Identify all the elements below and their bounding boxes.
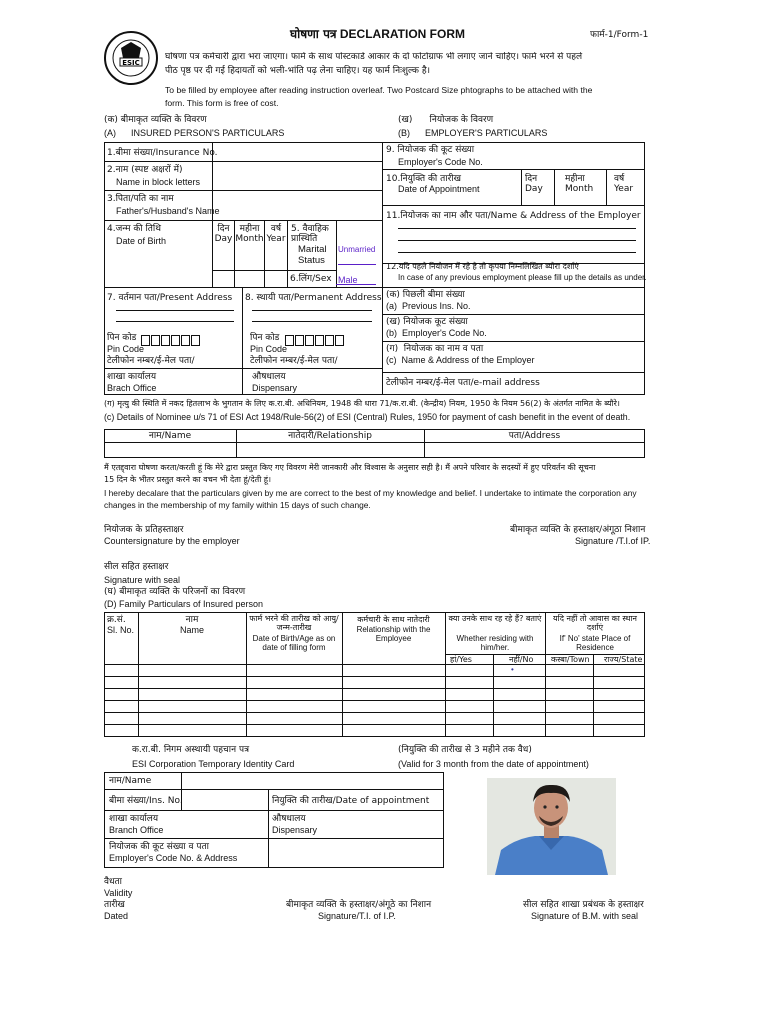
declaration-english-2: changes in the membership of my family within 15 days of such change.	[104, 500, 371, 510]
doa-year: वर्ष Year	[614, 174, 634, 195]
tic-branch-hi: शाखा कार्यालय	[109, 814, 159, 824]
doa-label-en: Date of Appointment	[398, 184, 480, 194]
tic-validity-en: (Valid for 3 month from the date of appointment)	[398, 759, 589, 769]
tic-code-en: Employer's Code No. & Address	[109, 853, 238, 863]
declaration-hindi-2: 15 दिन के भीतर प्रस्तुत करने का वचन भी देता हूं/देती हूं।	[104, 475, 272, 484]
tic-doa-label: नियुक्ति की तारीख/Date of appointment	[272, 796, 430, 806]
section-a-label-hi: (क) बीमाकृत व्यक्ति के विवरण	[104, 115, 207, 125]
employer-name-address-label: 11.नियोजक का नाम और पता/Name & Address of the Employer	[386, 211, 641, 221]
previous-employment-hi: 12.यदि पहले नियोजन में रहे है तो कृपया निम्नलिखित ब्योरा दर्शाएं	[386, 262, 579, 271]
dob-month: महीना Month	[235, 224, 264, 245]
previous-code-hi: (ख) नियोजक कूट संख्या	[386, 317, 468, 327]
intro-hindi-2: पीठ पृष्ठ पर दी गई हिदायतों को भली-भांति पढ़ लेना चाहिए। यह फार्म निःशुल्क है।	[165, 66, 431, 76]
previous-employer-en: (c) Name & Address of the Employer	[386, 355, 535, 365]
family-cell-dot: •	[511, 665, 514, 674]
esic-logo	[103, 30, 159, 86]
form-number: फार्म-1/Form-1	[590, 30, 649, 40]
title-hindi: घोषणा पत्र	[290, 27, 337, 41]
dob-label-hi: 4.जन्म की तिथि	[107, 224, 162, 234]
dob-year: वर्ष Year	[266, 224, 286, 245]
tic-title-hi: क.रा.बी. निगम अस्थायी पहचान पत्र	[132, 745, 250, 755]
tic-name-label: नाम/Name	[109, 776, 152, 786]
tic-ins-label: बीमा संख्या/Ins. No.	[109, 796, 183, 806]
bm-signature-hi: सील सहित शाखा प्रबंधक के हस्ताक्षर	[523, 900, 644, 910]
dated-en: Dated	[104, 911, 129, 921]
tic-branch-en: Branch Office	[109, 825, 164, 835]
family-col-name-hi: नाम	[185, 615, 199, 625]
validity-en: Validity	[104, 888, 133, 898]
family-col-place-hi: यदि नहीं तो आवास का स्थान दर्शाएं	[553, 614, 637, 633]
marital-label-en: Marital Status	[298, 244, 327, 266]
logo-text: ESIC	[122, 59, 140, 67]
dob-label-en: Date of Birth	[116, 236, 167, 246]
present-address-label: 7. वर्तमान पता/Present Address	[107, 293, 233, 303]
employer-code-en: Employer's Code No.	[398, 157, 483, 167]
permanent-address-label: 8. स्थायी पता/Permanent Address	[245, 293, 382, 303]
seal-signature-en: Signature with seal	[104, 575, 181, 585]
marital-value[interactable]: Unmarried	[338, 245, 376, 254]
intro-english-1: To be filled by employee after reading instruction overleaf. Two Postcard Size phtographs to be attached with the	[165, 85, 593, 95]
seal-signature-hi: सील सहित हस्ताक्षर	[104, 562, 169, 572]
branch-office-en: Brach Office	[107, 383, 157, 393]
declaration-hindi-1: मैं एतद्द्वारा घोषणा करता/करती हूं कि मेरे द्वारा प्रस्तुत किए गए विवरण मेरी जानकारी और विश्वास के अनुसार सही है। मैं अपने परिवार के सदस्यों में हुए परिवर्तन की सूचना	[104, 463, 596, 472]
declaration-english-1: I hereby decalare that the particulars given by me are correct to the best of my knowledge and belief. I undertake to intimate the corporation any	[104, 488, 637, 498]
ip-signature-en: Signature /T.I.of IP.	[575, 536, 651, 546]
section-a-label-en: (A) INSURED PERSON'S PARTICULARS	[104, 128, 285, 138]
employer-email-label: टेलीफोन नम्बर/ई-मेल पता/e-mail address	[386, 378, 540, 388]
intro-english-2: form. This form is free of cost.	[165, 98, 279, 108]
intro-hindi-1: घोषणा पत्र कर्मचारी द्वारा भरा जाएगा। फार्म के साथ पोस्टकार्ड आकार के दो फोटोग्राफ भी लगाए जाने चाहिए। फार्म भरने से पहले	[165, 52, 583, 62]
nominee-col-name: नाम/Name	[148, 431, 192, 441]
tic-validity-hi: (नियुक्ति की तारीख से 3 महीने तक वैध)	[398, 745, 532, 755]
family-col-no: नहीं/No	[509, 655, 534, 664]
ip-signature-footer-hi: बीमाकृत व्यक्ति के हस्ताक्षर/अंगूठे का निशान	[286, 900, 432, 910]
family-col-state: राज्य/State	[604, 655, 643, 664]
family-col-sl-hi: क्र.सं.	[107, 615, 126, 625]
previous-code-en: (b) Employer's Code No.	[386, 328, 487, 338]
title-english: DECLARATION FORM	[339, 27, 465, 41]
nominee-english: (c) Details of Nominee u/s 71 of ESI Act 1948/Rule-56(2) of ESI (Central) Rules, 1950 for payment of cash benefit in the event of death.	[104, 412, 631, 422]
employer-code-hi: 9. नियोजक की कूट संख्या	[386, 145, 475, 155]
countersignature-hi: नियोजक के प्रतिहस्ताक्षर	[104, 525, 184, 535]
pin-label-en-permanent: Pin Code	[250, 344, 288, 354]
family-col-place-en: If' No' state Place of Residence	[559, 634, 631, 653]
dated-hi: तारीख	[104, 900, 125, 910]
dispensary-en: Dispensary	[252, 383, 298, 393]
nominee-col-address: पता/Address	[508, 431, 561, 441]
doa-label-hi: 10.नियुक्ति की तारीख	[386, 174, 461, 184]
family-col-dob-en: Date of Birth/Age as on date of filling form	[252, 634, 336, 653]
pin-boxes-permanent[interactable]	[285, 335, 345, 346]
insurance-no-label: 1.बीमा संख्या/Insurance No.	[107, 148, 218, 158]
doa-month: महीना Month	[565, 174, 594, 195]
tic-code-hi: नियोजक की कूट संख्या व पता	[109, 842, 209, 852]
name-label-en: Name in block letters	[116, 177, 201, 187]
ip-signature-hi: बीमाकृत व्यक्ति के हस्ताक्षर/अंगूठा निशान	[510, 525, 646, 535]
previous-ins-en: (a) Previous Ins. No.	[386, 301, 471, 311]
tic-disp-en: Dispensary	[272, 825, 318, 835]
doa-day: दिन Day	[525, 174, 543, 195]
marital-label-hi: 5. वैवाहिक प्रास्थिति	[291, 224, 329, 245]
family-col-res-hi: क्या उनके साथ रह रहे हैं? बताएं	[448, 614, 542, 623]
ip-signature-footer-en: Signature/T.I. of I.P.	[318, 911, 396, 921]
family-col-res-en: Whether residing with him/her.	[456, 634, 534, 653]
bm-signature-en: Signature of B.M. with seal	[531, 911, 639, 921]
family-col-rel-en: Relationship with the Employee	[356, 625, 431, 644]
family-col-name-en: Name	[179, 625, 204, 635]
sex-value[interactable]: Male	[338, 275, 358, 285]
previous-employment-en: In case of any previous employment please fill up the details as under.	[398, 273, 647, 282]
family-col-dob-hi: फार्म भरने की तारीख को आयु/जन्म-तारीख	[249, 614, 339, 633]
family-col-town: कस्बा/Town	[551, 655, 590, 664]
countersignature-en: Countersignature by the employer	[104, 536, 240, 546]
family-col-yes: हां/Yes	[450, 655, 472, 664]
nominee-hindi: (ग) मृत्यु की स्थिति में नकद हितलाभ के भुगतान के लिए क.रा.बी. अधिनियम, 1948 की धारा 71/क.रा.बी. (केन्द्रीय) नियम, 1950 के नियम 56(2) के अंतर्गत नामित के ब्यौरे।	[104, 399, 620, 408]
sex-label: 6.लिंग/Sex	[290, 274, 332, 284]
section-b-label-en: (B) EMPLOYER'S PARTICULARS	[398, 128, 548, 138]
validity-hi: वैधता	[104, 877, 123, 887]
previous-ins-hi: (क) पिछली बीमा संख्या	[386, 290, 465, 300]
tel-label-present: टेलीफोन नम्बर/ई-मेल पता/	[107, 356, 195, 366]
employee-photo	[487, 778, 616, 875]
dispensary-hi: औषधालय	[252, 372, 286, 382]
pin-label-hi-present: पिन कोड	[107, 333, 137, 343]
section-b-label-hi: (ख) नियोजक के विवरण	[398, 115, 494, 125]
father-label-en: Father's/Husband's Name	[116, 206, 220, 216]
father-label-hi: 3.पिता/पति का नाम	[107, 194, 174, 204]
dob-day: दिन Day	[214, 224, 233, 245]
pin-label-hi-permanent: पिन कोड	[250, 333, 280, 343]
family-col-sl-en: Sl. No.	[107, 625, 135, 635]
family-col-rel-hi: कर्मचारी के साथ नातेदारी	[357, 615, 430, 624]
previous-employer-hi: (ग) नियोजक का नाम व पता	[386, 344, 484, 354]
family-heading-en: (D) Family Particulars of Insured person	[104, 599, 264, 609]
tic-title-en: ESI Corporation Temporary Identity Card	[132, 759, 295, 769]
tel-label-permanent: टेलीफोन नम्बर/ई-मेल पता/	[250, 356, 338, 366]
pin-label-en-present: Pin Code	[107, 344, 145, 354]
branch-office-hi: शाखा कार्यालय	[107, 372, 157, 382]
pin-boxes-present[interactable]	[141, 335, 201, 346]
name-label-hi: 2.नाम (स्पष्ट अक्षरों में)	[107, 165, 183, 175]
nominee-col-relationship: नातेदारी/Relationship	[288, 431, 372, 441]
tic-disp-hi: औषधालय	[272, 814, 306, 824]
family-heading-hi: (घ) बीमाकृत व्यक्ति के परिजनों का विवरण	[104, 587, 246, 597]
